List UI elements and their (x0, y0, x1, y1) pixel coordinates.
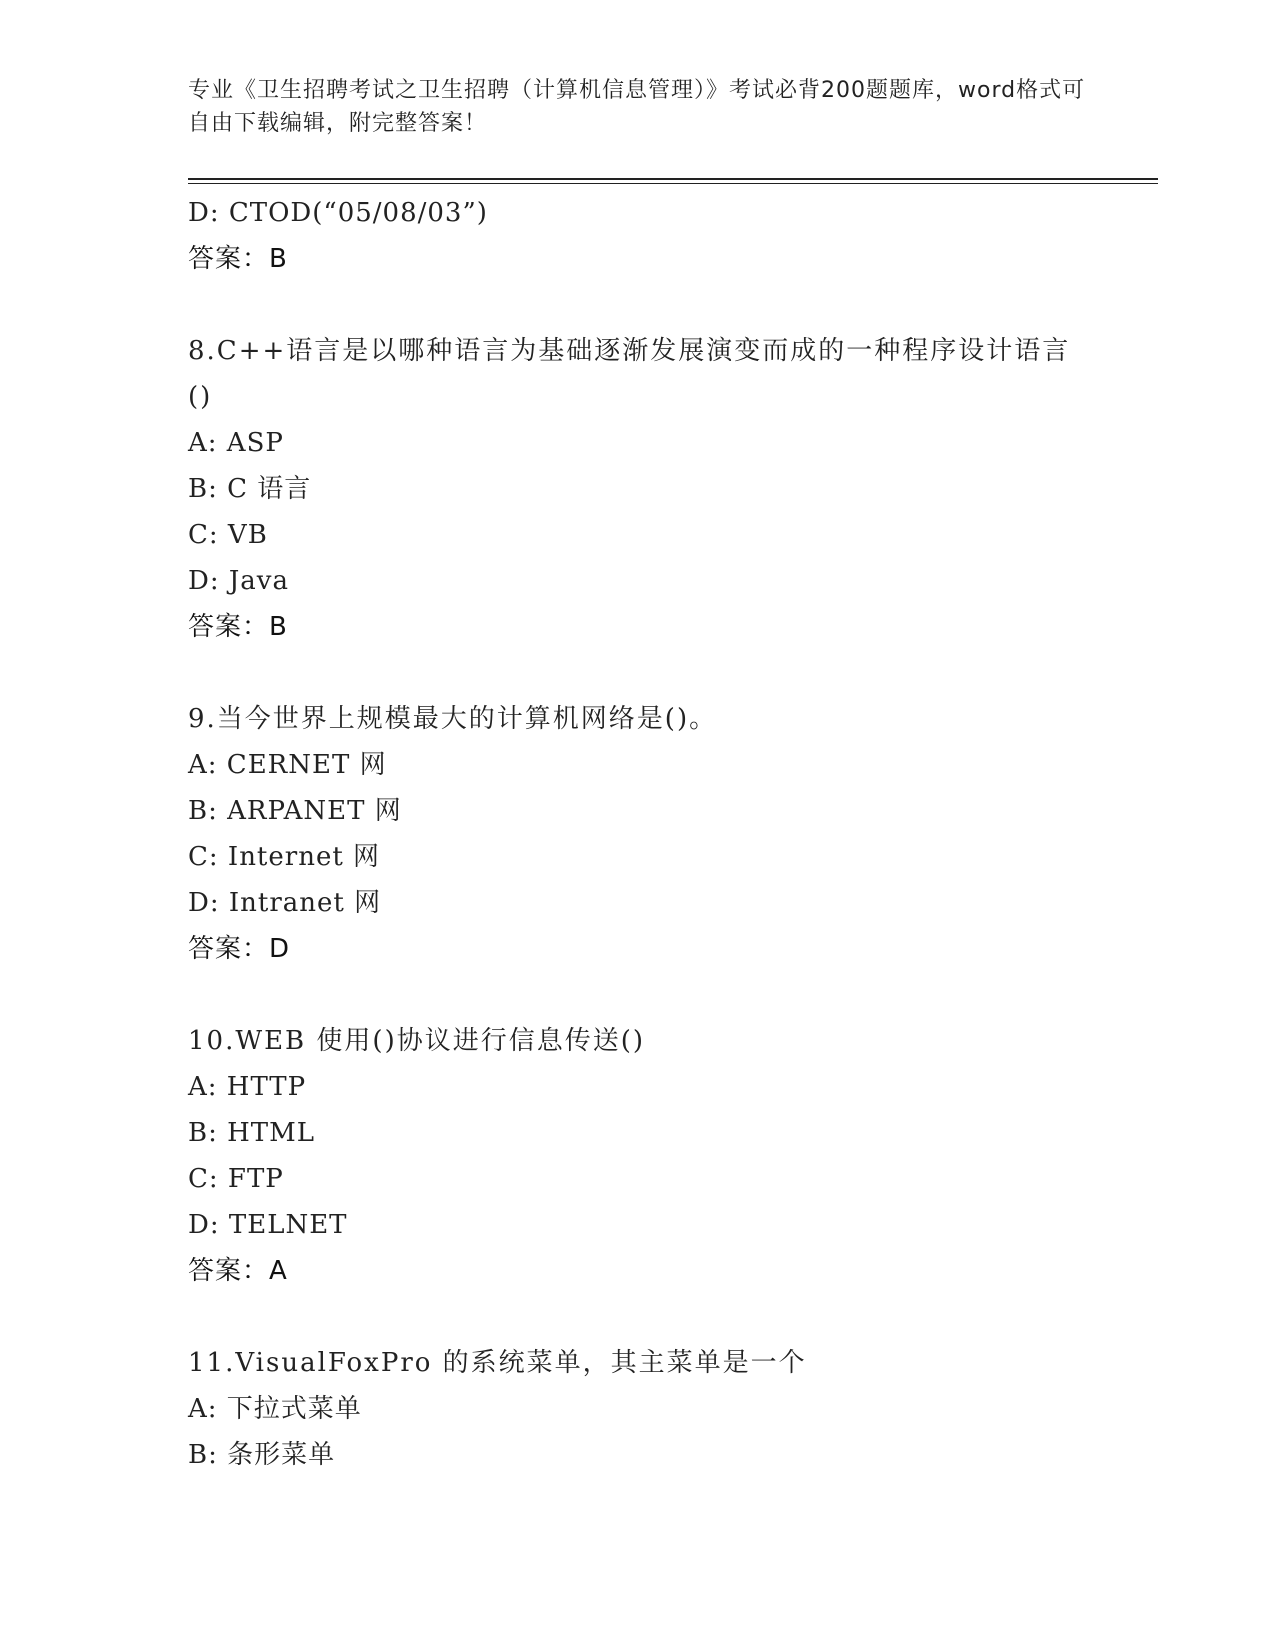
question-stem-9: 9.当今世界上规模最大的计算机网络是()。 (188, 704, 718, 734)
question-stem-10: 10.WEB 使用()协议进行信息传送() (188, 1026, 645, 1056)
document-body (188, 190, 1088, 1478)
option-b: B: 条形菜单 (188, 1440, 336, 1470)
question-stem-11: 11.VisualFoxPro 的系统菜单，其主菜单是一个 (188, 1348, 807, 1378)
header-title: 专业《卫生招聘考试之卫生招聘（计算机信息管理）》考试必背200题题库，word格式可自由下载编辑，附完整答案！ (188, 78, 1086, 136)
answer-line: 答案：D (188, 934, 291, 964)
option-d: D: TELNET (188, 1210, 348, 1240)
option-d: D: Java (188, 566, 289, 596)
question-stem-8: 8.C++语言是以哪种语言为基础逐渐发展演变而成的一种程序设计语言() (188, 336, 1071, 412)
option-d: D: Intranet 网 (188, 888, 382, 918)
option-b: B: ARPANET 网 (188, 796, 402, 826)
option-d: D: CTOD(“05/08/03”) (188, 198, 488, 228)
option-c: C: Internet 网 (188, 842, 381, 872)
option-a: A: ASP (188, 428, 284, 458)
answer-line: 答案：A (188, 1256, 288, 1286)
option-c: C: VB (188, 520, 268, 550)
document-header (188, 74, 1088, 140)
option-a: A: CERNET 网 (188, 750, 387, 780)
option-a: A: HTTP (188, 1072, 307, 1102)
answer-line: 答案：B (188, 244, 288, 274)
option-a: A: 下拉式菜单 (188, 1394, 362, 1424)
header-divider-thick (188, 178, 1158, 180)
answer-line: 答案：B (188, 612, 288, 642)
option-b: B: C 语言 (188, 474, 312, 504)
option-c: C: FTP (188, 1164, 284, 1194)
header-divider-thin (188, 183, 1158, 184)
option-b: B: HTML (188, 1118, 316, 1148)
